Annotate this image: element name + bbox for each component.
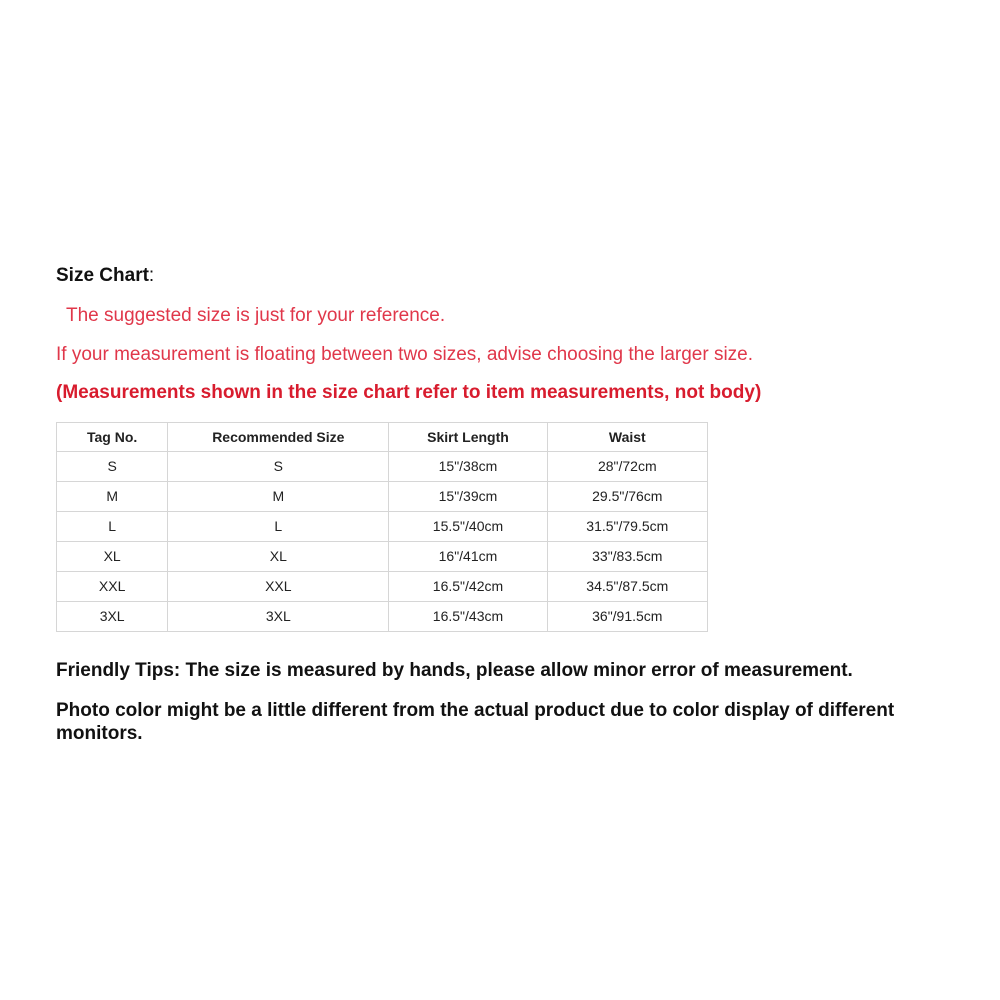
photo-color-note: Photo color might be a little different from the actual product due to color display of different monitors. <box>56 700 895 744</box>
page-title <box>56 265 154 287</box>
header-skirt-length: Skirt Length <box>389 423 547 452</box>
cell-tag: M <box>57 482 168 512</box>
header-recommended-size: Recommended Size <box>168 423 389 452</box>
table-row <box>57 602 708 632</box>
cell-skirt-length: 15"/39cm <box>389 482 547 512</box>
header-waist: Waist <box>547 423 707 452</box>
cell-recommended: S <box>168 452 389 482</box>
reference-note: The suggested size is just for your reference. <box>66 305 446 326</box>
size-chart-table <box>56 422 708 632</box>
measurement-disclaimer: (Measurements shown in the size chart refer to item measurements, not body) <box>56 382 762 403</box>
cell-tag: XL <box>57 542 168 572</box>
cell-waist: 29.5"/76cm <box>547 482 707 512</box>
table-row <box>57 452 708 482</box>
cell-recommended: XXL <box>168 572 389 602</box>
cell-tag: L <box>57 512 168 542</box>
cell-waist: 34.5"/87.5cm <box>547 572 707 602</box>
cell-waist: 28"/72cm <box>547 452 707 482</box>
table-row <box>57 572 708 602</box>
title-text: Size Chart <box>56 265 149 286</box>
cell-tag: S <box>57 452 168 482</box>
cell-skirt-length: 15"/38cm <box>389 452 547 482</box>
cell-tag: 3XL <box>57 602 168 632</box>
sizing-advice-note: If your measurement is floating between two sizes, advise choosing the larger size. <box>56 344 754 365</box>
cell-waist: 33"/83.5cm <box>547 542 707 572</box>
cell-waist: 36"/91.5cm <box>547 602 707 632</box>
cell-recommended: M <box>168 482 389 512</box>
table-header-row <box>57 423 708 452</box>
table-row <box>57 512 708 542</box>
table-row <box>57 482 708 512</box>
cell-recommended: L <box>168 512 389 542</box>
title-colon: : <box>148 265 155 286</box>
cell-recommended: 3XL <box>168 602 389 632</box>
cell-skirt-length: 16.5"/43cm <box>389 602 547 632</box>
cell-recommended: XL <box>168 542 389 572</box>
cell-waist: 31.5"/79.5cm <box>547 512 707 542</box>
cell-skirt-length: 16.5"/42cm <box>389 572 547 602</box>
cell-skirt-length: 15.5"/40cm <box>389 512 547 542</box>
cell-skirt-length: 16"/41cm <box>389 542 547 572</box>
cell-tag: XXL <box>57 572 168 602</box>
header-tag-no: Tag No. <box>57 423 168 452</box>
table-row <box>57 542 708 572</box>
friendly-tips: Friendly Tips: The size is measured by hands, please allow minor error of measurement. <box>56 660 853 681</box>
